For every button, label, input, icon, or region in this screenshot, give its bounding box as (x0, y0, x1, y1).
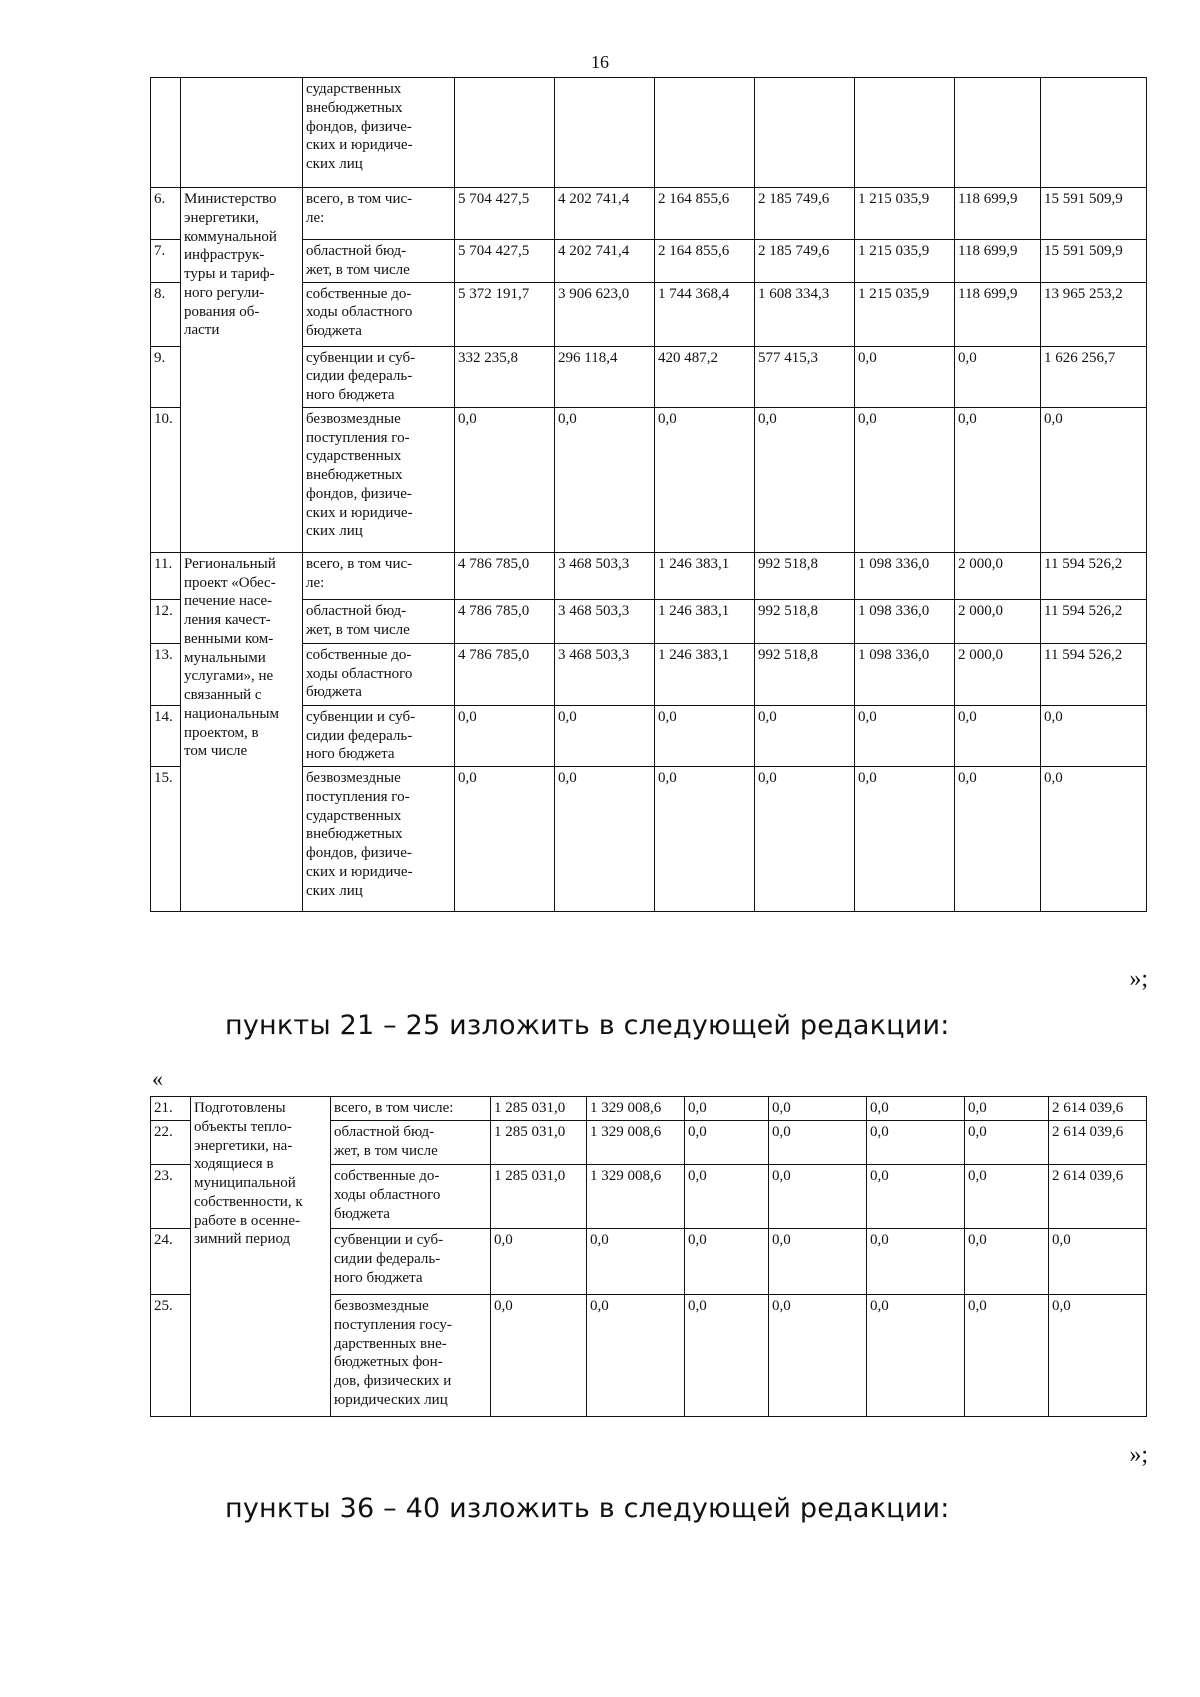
instruction-text: пункты 21 – 25 изложить в следующей редакции: (225, 1010, 950, 1041)
value-cell: 296 118,4 (555, 346, 655, 407)
value-cell: 4 786 785,0 (455, 643, 555, 705)
funding-source-cell: всего, в том чис- ле: (303, 552, 455, 599)
value-cell: 2 614 039,6 (1049, 1097, 1147, 1121)
value-cell: 15 591 509,9 (1041, 188, 1147, 240)
value-cell: 0,0 (685, 1121, 769, 1165)
value-cell: 0,0 (755, 767, 855, 912)
value-cell: 0,0 (867, 1165, 965, 1229)
funding-source-cell: областной бюд- жет, в том числе (303, 599, 455, 643)
funding-source-cell: субвенции и суб- сидии федераль- ного бюджета (303, 346, 455, 407)
value-cell: 0,0 (955, 767, 1041, 912)
budget-table-2-body (151, 1097, 1147, 1417)
row-number-cell: 6. (151, 188, 181, 240)
value-cell: 0,0 (965, 1097, 1049, 1121)
executor-cell: Министерство энергетики, коммунальной инфраструк- туры и тариф- ного регули- рования об- ласти (181, 188, 303, 553)
value-cell: 4 786 785,0 (455, 599, 555, 643)
value-cell (855, 78, 955, 188)
row-number-cell: 24. (151, 1229, 191, 1295)
row-number-cell: 12. (151, 599, 181, 643)
row-number-cell: 21. (151, 1097, 191, 1121)
value-cell (455, 78, 555, 188)
value-cell: 1 098 336,0 (855, 643, 955, 705)
value-cell: 2 000,0 (955, 552, 1041, 599)
value-cell: 0,0 (955, 407, 1041, 552)
value-cell: 0,0 (655, 767, 755, 912)
value-cell: 5 704 427,5 (455, 188, 555, 240)
value-cell (655, 78, 755, 188)
row-number-cell: 11. (151, 552, 181, 599)
value-cell: 0,0 (965, 1295, 1049, 1417)
table-row (151, 1097, 1147, 1121)
value-cell: 1 215 035,9 (855, 282, 955, 346)
value-cell: 0,0 (587, 1229, 685, 1295)
funding-source-cell: сударственных внебюджетных фондов, физиче- ских и юридиче- ских лиц (303, 78, 455, 188)
value-cell: 1 098 336,0 (855, 552, 955, 599)
value-cell: 1 285 031,0 (491, 1165, 587, 1229)
value-cell: 0,0 (555, 767, 655, 912)
value-cell: 0,0 (755, 407, 855, 552)
funding-source-cell: безвозмездные поступления госу- дарственных вне- бюджетных фон- дов, физических и юридических лиц (331, 1295, 491, 1417)
value-cell: 1 215 035,9 (855, 188, 955, 240)
row-number-cell: 15. (151, 767, 181, 912)
value-cell: 0,0 (491, 1229, 587, 1295)
value-cell: 0,0 (855, 346, 955, 407)
value-cell: 1 329 008,6 (587, 1121, 685, 1165)
row-number-cell: 22. (151, 1121, 191, 1165)
table-row (151, 78, 1147, 188)
executor-cell (181, 78, 303, 188)
value-cell: 1 329 008,6 (587, 1165, 685, 1229)
row-number-cell: 7. (151, 240, 181, 283)
value-cell: 0,0 (1041, 767, 1147, 912)
value-cell: 0,0 (555, 705, 655, 766)
value-cell: 1 098 336,0 (855, 599, 955, 643)
value-cell: 4 202 741,4 (555, 240, 655, 283)
table-row (151, 188, 1147, 240)
budget-table-1-body (151, 78, 1147, 912)
value-cell: 0,0 (965, 1121, 1049, 1165)
value-cell: 1 246 383,1 (655, 552, 755, 599)
value-cell: 5 704 427,5 (455, 240, 555, 283)
budget-table-2 (150, 1096, 1147, 1417)
value-cell: 0,0 (755, 705, 855, 766)
value-cell: 0,0 (769, 1295, 867, 1417)
value-cell: 3 468 503,3 (555, 643, 655, 705)
value-cell: 1 246 383,1 (655, 643, 755, 705)
value-cell: 0,0 (491, 1295, 587, 1417)
value-cell: 0,0 (1041, 705, 1147, 766)
value-cell: 0,0 (685, 1229, 769, 1295)
funding-source-cell: собственные до- ходы областного бюджета (303, 643, 455, 705)
value-cell: 0,0 (455, 767, 555, 912)
value-cell: 0,0 (1041, 407, 1147, 552)
funding-source-cell: безвозмездные поступления го- сударственных внебюджетных фондов, физиче- ских и юридиче- ских лиц (303, 407, 455, 552)
value-cell: 1 744 368,4 (655, 282, 755, 346)
executor-cell: Подготовлены объекты тепло- энергетики, на- ходящиеся в муниципальной собственности, к работе в осенне- зимний период (191, 1097, 331, 1417)
value-cell: 0,0 (867, 1121, 965, 1165)
funding-source-cell: безвозмездные поступления го- сударственных внебюджетных фондов, физиче- ских и юридиче- ских лиц (303, 767, 455, 912)
value-cell: 0,0 (965, 1229, 1049, 1295)
value-cell: 0,0 (587, 1295, 685, 1417)
value-cell: 0,0 (685, 1097, 769, 1121)
value-cell (1041, 78, 1147, 188)
value-cell: 332 235,8 (455, 346, 555, 407)
closing-quote: »; (1129, 1442, 1148, 1468)
value-cell: 0,0 (455, 705, 555, 766)
value-cell: 11 594 526,2 (1041, 552, 1147, 599)
value-cell: 2 164 855,6 (655, 240, 755, 283)
value-cell: 992 518,8 (755, 552, 855, 599)
value-cell: 1 608 334,3 (755, 282, 855, 346)
value-cell: 118 699,9 (955, 188, 1041, 240)
funding-source-cell: субвенции и суб- сидии федераль- ного бюджета (331, 1229, 491, 1295)
funding-source-cell: областной бюд- жет, в том числе (331, 1121, 491, 1165)
value-cell: 118 699,9 (955, 282, 1041, 346)
value-cell: 1 285 031,0 (491, 1121, 587, 1165)
value-cell: 0,0 (685, 1165, 769, 1229)
row-number-cell: 25. (151, 1295, 191, 1417)
value-cell: 3 468 503,3 (555, 552, 655, 599)
row-number-cell: 9. (151, 346, 181, 407)
page-number: 16 (591, 52, 609, 72)
row-number-cell: 8. (151, 282, 181, 346)
funding-source-cell: собственные до- ходы областного бюджета (303, 282, 455, 346)
value-cell: 1 626 256,7 (1041, 346, 1147, 407)
value-cell: 11 594 526,2 (1041, 643, 1147, 705)
value-cell: 2 164 855,6 (655, 188, 755, 240)
row-number-cell: 10. (151, 407, 181, 552)
value-cell: 0,0 (1049, 1295, 1147, 1417)
value-cell: 0,0 (867, 1097, 965, 1121)
row-number-cell: 13. (151, 643, 181, 705)
value-cell: 0,0 (769, 1097, 867, 1121)
value-cell: 1 246 383,1 (655, 599, 755, 643)
executor-cell: Региональный проект «Обес- печение насе- ления качест- венными ком- мунальными услугами», не связанный с национальным проектом, в том числе (181, 552, 303, 911)
value-cell: 0,0 (855, 407, 955, 552)
value-cell: 0,0 (769, 1229, 867, 1295)
value-cell: 1 329 008,6 (587, 1097, 685, 1121)
value-cell: 0,0 (555, 407, 655, 552)
value-cell: 0,0 (769, 1165, 867, 1229)
value-cell: 420 487,2 (655, 346, 755, 407)
value-cell: 0,0 (855, 767, 955, 912)
value-cell: 2 000,0 (955, 643, 1041, 705)
value-cell: 992 518,8 (755, 599, 855, 643)
funding-source-cell: субвенции и суб- сидии федераль- ного бюджета (303, 705, 455, 766)
value-cell (555, 78, 655, 188)
funding-source-cell: всего, в том чис- ле: (303, 188, 455, 240)
value-cell: 118 699,9 (955, 240, 1041, 283)
value-cell: 1 285 031,0 (491, 1097, 587, 1121)
opening-quote: « (152, 1066, 163, 1091)
value-cell: 2 000,0 (955, 599, 1041, 643)
value-cell: 15 591 509,9 (1041, 240, 1147, 283)
value-cell: 0,0 (455, 407, 555, 552)
value-cell: 0,0 (685, 1295, 769, 1417)
value-cell: 2 614 039,6 (1049, 1121, 1147, 1165)
value-cell (755, 78, 855, 188)
funding-source-cell: областной бюд- жет, в том числе (303, 240, 455, 283)
value-cell: 11 594 526,2 (1041, 599, 1147, 643)
value-cell: 0,0 (769, 1121, 867, 1165)
closing-quote: »; (1129, 966, 1148, 992)
value-cell: 2 614 039,6 (1049, 1165, 1147, 1229)
value-cell: 3 468 503,3 (555, 599, 655, 643)
value-cell: 3 906 623,0 (555, 282, 655, 346)
value-cell: 0,0 (955, 346, 1041, 407)
value-cell: 0,0 (655, 705, 755, 766)
value-cell: 2 185 749,6 (755, 240, 855, 283)
value-cell: 0,0 (867, 1229, 965, 1295)
value-cell: 0,0 (855, 705, 955, 766)
budget-table-1 (150, 77, 1147, 912)
value-cell: 0,0 (965, 1165, 1049, 1229)
table-row (151, 552, 1147, 599)
instruction-text: пункты 36 – 40 изложить в следующей редакции: (225, 1493, 950, 1524)
value-cell: 0,0 (655, 407, 755, 552)
row-number-cell (151, 78, 181, 188)
row-number-cell: 23. (151, 1165, 191, 1229)
value-cell: 1 215 035,9 (855, 240, 955, 283)
value-cell: 577 415,3 (755, 346, 855, 407)
value-cell: 0,0 (1049, 1229, 1147, 1295)
row-number-cell: 14. (151, 705, 181, 766)
value-cell: 13 965 253,2 (1041, 282, 1147, 346)
funding-source-cell: собственные до- ходы областного бюджета (331, 1165, 491, 1229)
value-cell: 4 202 741,4 (555, 188, 655, 240)
funding-source-cell: всего, в том числе: (331, 1097, 491, 1121)
value-cell: 5 372 191,7 (455, 282, 555, 346)
value-cell: 2 185 749,6 (755, 188, 855, 240)
value-cell: 0,0 (955, 705, 1041, 766)
value-cell: 4 786 785,0 (455, 552, 555, 599)
value-cell (955, 78, 1041, 188)
value-cell: 992 518,8 (755, 643, 855, 705)
value-cell: 0,0 (867, 1295, 965, 1417)
